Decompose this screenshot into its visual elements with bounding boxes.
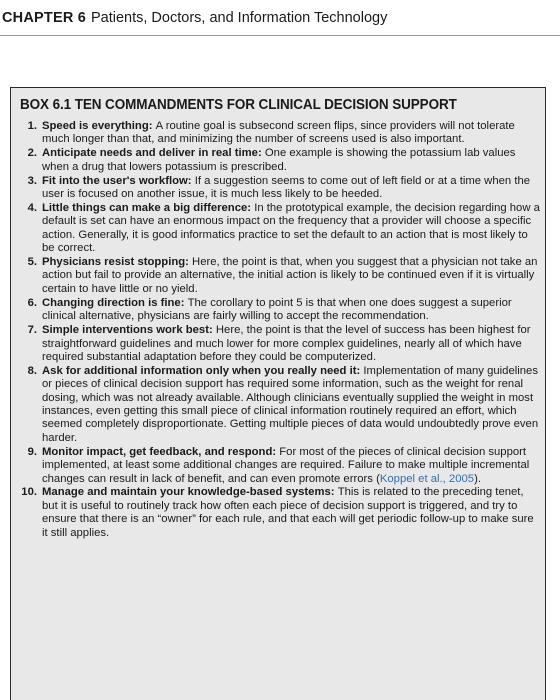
list-item-body (42, 147, 541, 174)
list-item (17, 324, 541, 364)
list-item-number: 10. (21, 486, 37, 499)
list-item-body (42, 297, 541, 324)
list-item (17, 202, 541, 256)
page-header (0, 4, 560, 36)
list-item-body (42, 175, 541, 202)
list-item (17, 175, 541, 202)
list-item-heading: Fit into the user's workflow: (42, 174, 192, 187)
list-item-separator: : (272, 445, 280, 458)
list-item-body (42, 256, 541, 296)
list-item-text: This is related to the preceding tenet, but it is useful to routinely track how often each piece of decision support is triggered, and try to ensure that there is an “owner” for each rule, and that each will get periodic follow-up to make sure it still applies. (42, 486, 534, 539)
list-item (17, 365, 541, 445)
list-item (17, 486, 541, 540)
list-item (17, 297, 541, 324)
list-item (17, 120, 541, 147)
list-item-text: Here, the point is that, when you suggest that a physician not take an action but fail to provide an alternative, the initial action is likely to be continued even if it is virtually certain to have little or no yield. (42, 256, 538, 295)
list-item-number: 5. (27, 256, 37, 269)
list-item-separator: : (330, 486, 338, 499)
list-item-number: 3. (27, 174, 37, 187)
list-item-heading: Ask for additional information only when you really need it (42, 364, 357, 377)
list-item-number: 9. (27, 445, 37, 458)
list-item-heading: Anticipate needs and deliver in real time (42, 147, 258, 160)
list-item-body (42, 324, 541, 364)
list-item-heading: Physicians resist stopping (42, 256, 186, 269)
list-item-separator: : (148, 120, 156, 132)
box-title: BOX 6.1 TEN COMMANDMENTS FOR CLINICAL DECISION SUPPORT (20, 97, 457, 113)
list-item-body (42, 365, 541, 445)
commandments-list (17, 120, 541, 541)
list-item-text: The corollary to point 5 is that when one does suggest a superior clinical alternative, physicians are fairly willing to accept the recommendation. (42, 296, 512, 323)
list-item-separator: : (208, 324, 216, 337)
list-item-heading: Little things can make a big difference (42, 201, 248, 214)
list-item (17, 256, 541, 296)
chapter-number: CHAPTER 6 (2, 10, 86, 26)
list-item-heading: Manage and maintain your knowledge-based systems (42, 486, 331, 499)
list-item-text: Implementation of many guidelines or pieces of clinical decision support has required some information, such as the weight for renal dosing, which was not already available. Although clinicians eventually supplied the weight in most instances, even getting this small piece of clinical information routinely required an effort, which seemed completely disproportionate. Getting multiple pieces of data would undoubtedly prove even harder. (42, 364, 539, 444)
list-item-text: For most of the pieces of clinical decision support implemented, at least some additional changes are required. Failure to make multiple incremental changes can result in lack of benefit, and can even promote errors ( (42, 445, 530, 485)
list-item-text-end: ). (474, 472, 481, 485)
list-item-number: 2. (27, 147, 37, 160)
list-item (17, 446, 541, 486)
list-item-separator: : (257, 147, 265, 160)
list-item-heading: Simple interventions work best (42, 324, 209, 337)
list-item-heading: Speed is everything (42, 120, 149, 132)
list-item-text: A routine goal is subsecond screen flips, since providers will not tolerate much longer than that, and minimizing the number of screens used is also important. (42, 120, 515, 146)
list-item (17, 147, 541, 174)
chapter-heading (2, 10, 387, 26)
list-item-separator: : (356, 364, 364, 377)
list-item-number: 1. (27, 120, 37, 132)
sidebar-box (10, 87, 546, 700)
list-item-number: 6. (27, 296, 37, 309)
list-item-text: One example is showing the potassium lab values when a drug that lowers potassium is prescribed. (42, 147, 516, 173)
list-item-body (42, 486, 541, 540)
list-item-body (42, 446, 541, 486)
list-item-separator: : (247, 201, 255, 214)
list-item-text: In the prototypical example, the decision regarding how a default is set can have an enormous impact on the frequency that a provider will choose a specific action. Generally, it is good informatics practice to set the default to an action that is most likely to be correct. (42, 201, 540, 255)
list-item-heading: Changing direction is fine: (42, 296, 185, 309)
list-item-body (42, 120, 541, 147)
list-item-separator: : (185, 256, 193, 269)
list-item-number: 8. (27, 364, 37, 377)
list-item-text: If a suggestion seems to come out of left field or at a time when the user is focused on another issue, it is much less likely to be heeded. (42, 174, 531, 201)
list-item-number: 4. (27, 201, 37, 214)
list-item-number: 7. (27, 324, 37, 337)
list-item-text: Here, the point is that the level of success has been highest for straightforward guidelines and much lower for more complex guidelines, nearly all of which have required substantial adaptation before they could be computerized. (42, 324, 531, 363)
chapter-title: Patients, Doctors, and Information Technology (90, 10, 388, 26)
citation-link[interactable]: Koppel et al., 2005 (379, 472, 475, 485)
list-item-body (42, 202, 541, 256)
list-item-heading: Monitor impact, get feedback, and respond (42, 445, 273, 458)
